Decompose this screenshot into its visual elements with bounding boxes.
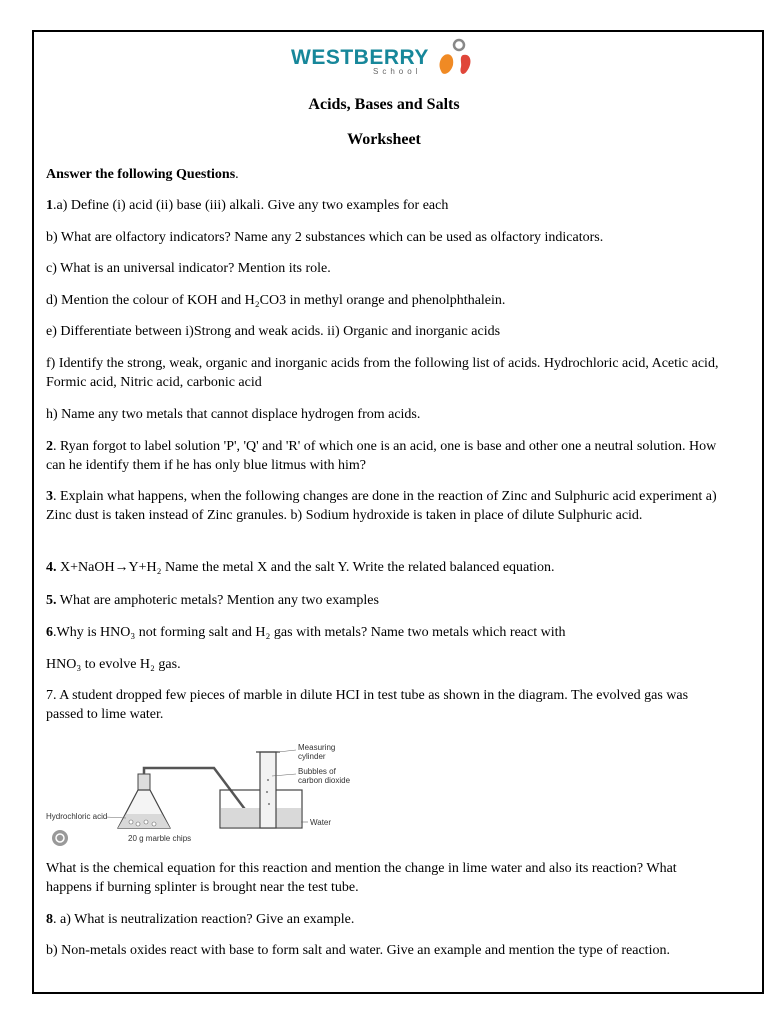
- question-1f: f) Identify the strong, weak, organic and inorganic acids from the following list of acids. Hydrochloric acid, Acetic acid, Formic acid, Nitric acid, carbonic acid: [46, 356, 719, 390]
- question-1a: 1.a) Define (i) acid (ii) base (iii) alkali. Give any two examples for each: [46, 198, 449, 213]
- label-cylinder: cylinder: [298, 752, 326, 761]
- question-8a: 8. a) What is neutralization reaction? Give an example.: [46, 912, 355, 927]
- label-measuring: Measuring: [298, 743, 336, 752]
- question-7-followup: What is the chemical equation for this reaction and mention the change in lime water and also its reaction? What happens if burning splinter is brought near the test tube.: [46, 861, 677, 895]
- question-1d: d) Mention the colour of KOH and H₂CO3 in methyl orange and phenolphthalein.: [46, 293, 506, 308]
- question-7: 7. A student dropped few pieces of marble in dilute HCI in test tube as shown in the diagram. The evolved gas was passed to lime water.: [46, 688, 689, 722]
- question-8b: b) Non-metals oxides react with base to form salt and water. Give an example and mention the type of reaction.: [46, 943, 670, 958]
- question-6-continued: HNO₃ to evolve H₂ gas.: [46, 657, 181, 672]
- instructions: Answer the following Questions.: [46, 167, 239, 182]
- label-carbon-dioxide: carbon dioxide: [298, 776, 351, 785]
- question-1h: h) Name any two metals that cannot displace hydrogen from acids.: [46, 407, 421, 422]
- logo-mark-icon: [437, 37, 477, 79]
- recycle-icon: [52, 830, 68, 846]
- question-1c: c) What is an universal indicator? Mention its role.: [46, 261, 331, 276]
- label-marble-chips: 20 g marble chips: [128, 834, 192, 843]
- page-subtitle: Worksheet: [347, 131, 421, 148]
- question-5: 5. What are amphoteric metals? Mention any two examples: [46, 593, 379, 608]
- logo-subtitle: School: [373, 67, 422, 76]
- conical-flask-icon: [118, 774, 170, 828]
- measuring-cylinder-icon: [256, 752, 280, 828]
- question-6: 6.Why is HNO₃ not forming salt and H₂ gas with metals? Name two metals which react with: [46, 625, 566, 640]
- experiment-diagram: [46, 740, 376, 852]
- question-1b: b) What are olfactory indicators? Name any 2 substances which can be used as olfactory indicators.: [46, 230, 604, 245]
- label-bubbles: Bubbles of: [298, 767, 336, 776]
- question-4: 4. X+NaOH→Y+H₂ Name the metal X and the salt Y. Write the related balanced equation.: [46, 560, 555, 575]
- question-3: 3. Explain what happens, when the following changes are done in the reaction of Zinc and Sulphuric acid experiment a) Zinc dust is taken instead of Zinc granules. b) Sodium hydroxide is taken in place of dilute Sulphuric acid.: [46, 489, 717, 523]
- page-title: Acids, Bases and Salts: [308, 96, 460, 113]
- school-logo: [291, 37, 477, 79]
- question-2: 2. Ryan forgot to label solution 'P', 'Q' and 'R' of which one is an acid, one is base and other one a neutral solution. How can he identify them if he has only blue litmus with him?: [46, 439, 717, 473]
- logo-wordmark: WESTBERRY: [291, 46, 429, 69]
- question-1e: e) Differentiate between i)Strong and weak acids. ii) Organic and inorganic acids: [46, 324, 501, 339]
- label-water: Water: [310, 818, 332, 827]
- label-hydrochloric-acid: Hydrochloric acid: [46, 812, 108, 821]
